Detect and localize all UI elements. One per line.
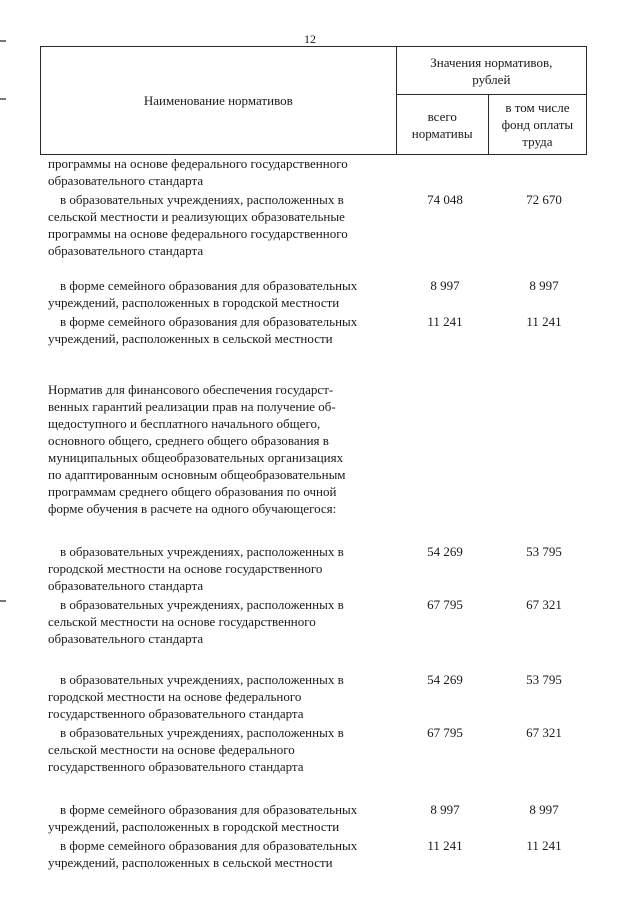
row-line: учреждений, расположенных в сельской местности (48, 855, 333, 870)
row-name (48, 277, 395, 311)
header-values-cell (396, 47, 586, 95)
row-line: сельской местности на основе федерального (48, 742, 295, 757)
row-line: образовательного стандарта (48, 243, 204, 258)
header-total-cell (396, 95, 488, 155)
header-name-label: Наименование нормативов (143, 93, 293, 108)
scan-margin-mark (0, 600, 6, 602)
row-fund-value: 72 670 (526, 192, 562, 207)
table-row (48, 381, 588, 517)
row-total-value: 11 241 (427, 838, 463, 853)
header-values-line2: рублей (472, 71, 511, 87)
header-name-cell (41, 47, 397, 155)
row-line: в образовательных учреждениях, расположенных в (60, 725, 344, 740)
table-body (48, 155, 588, 871)
row-line: в форме семейного образования для образовательных (60, 802, 358, 817)
row-fund-value: 11 241 (526, 838, 562, 853)
scan-margin-mark (0, 40, 6, 42)
row-fund-value: 8 997 (529, 278, 559, 293)
row-fund-value: 53 795 (526, 544, 562, 559)
row-total-value: 67 795 (427, 597, 463, 612)
table-row (48, 801, 588, 835)
row-name (48, 837, 395, 871)
table-row (48, 155, 588, 189)
row-line: сельской местности и реализующих образовательные (48, 209, 345, 224)
table-row (48, 543, 588, 594)
row-name (48, 724, 395, 775)
row-line: Норматив для финансового обеспечения государст- (48, 382, 334, 397)
row-name (48, 191, 395, 259)
row-fund-value: 53 795 (526, 672, 562, 687)
header-fund-line2: фонд оплаты (501, 117, 574, 132)
row-line: в форме семейного образования для образовательных (60, 278, 358, 293)
row-fund-value: 67 321 (526, 725, 562, 740)
row-line: в образовательных учреждениях, расположенных в (60, 192, 344, 207)
row-total-value: 8 997 (430, 278, 460, 293)
header-table (40, 46, 587, 155)
row-line: программам среднего общего образования по очной (48, 484, 337, 499)
table-row (48, 671, 588, 722)
row-line: образовательного стандарта (48, 173, 204, 188)
table-row (48, 313, 588, 347)
row-name (48, 671, 395, 722)
row-fund-value: 67 321 (526, 597, 562, 612)
row-line: в образовательных учреждениях, расположенных в (60, 597, 344, 612)
row-total-value: 54 269 (427, 544, 463, 559)
row-line: образовательного стандарта (48, 578, 204, 593)
row-name (48, 596, 395, 647)
page-number: 12 (304, 32, 316, 46)
row-total-value: 11 241 (427, 314, 463, 329)
row-total-value: 74 048 (427, 192, 463, 207)
row-fund-value: 8 997 (529, 802, 559, 817)
row-line: в образовательных учреждениях, расположенных в (60, 544, 344, 559)
row-line: образовательного стандарта (48, 631, 204, 646)
row-line: в форме семейного образования для образовательных (60, 314, 358, 329)
row-name (48, 381, 395, 517)
scan-margin-mark (0, 98, 6, 100)
row-total-value: 67 795 (427, 725, 463, 740)
table-row (48, 191, 588, 259)
row-line: по адаптированным основным общеобразовательным (48, 467, 346, 482)
row-line: программы на основе федерального государственного (48, 156, 348, 171)
table-row (48, 277, 588, 311)
row-name (48, 155, 395, 189)
header-total-line1: всего (427, 108, 457, 124)
row-line: форме обучения в расчете на одного обучающегося: (48, 501, 337, 516)
row-line: в форме семейного образования для образовательных (60, 838, 358, 853)
row-line: учреждений, расположенных в городской местности (48, 819, 340, 834)
row-total-value: 54 269 (427, 672, 463, 687)
row-line: сельской местности на основе государственного (48, 614, 316, 629)
table-row (48, 837, 588, 871)
row-line: основного общего, среднего общего образования в (48, 433, 329, 448)
row-line: муниципальных общеобразовательных организациях (48, 450, 344, 465)
header-total-line2: нормативы (411, 125, 473, 141)
row-line: городской местности на основе федерального (48, 689, 302, 704)
row-line: венных гарантий реализации прав на получение об- (48, 399, 336, 414)
header-fund-cell (488, 95, 586, 155)
table-row (48, 724, 588, 775)
row-fund-value: 11 241 (526, 314, 562, 329)
header-fund-line1: в том числе (505, 100, 570, 115)
row-line: учреждений, расположенных в сельской местности (48, 331, 333, 346)
row-total-value: 8 997 (430, 802, 460, 817)
row-line: щедоступного и бесплатного начального общего, (48, 416, 321, 431)
header-values-line1: Значения нормативов, (430, 54, 553, 70)
row-name (48, 313, 395, 347)
row-line: учреждений, расположенных в городской местности (48, 295, 340, 310)
table-row (48, 596, 588, 647)
row-line: в образовательных учреждениях, расположенных в (60, 672, 344, 687)
row-line: городской местности на основе государственного (48, 561, 323, 576)
row-name (48, 543, 395, 594)
header-fund-line3: труда (522, 134, 553, 149)
row-name (48, 801, 395, 835)
row-line: государственного образовательного стандарта (48, 706, 304, 721)
row-line: программы на основе федерального государственного (48, 226, 348, 241)
row-line: государственного образовательного стандарта (48, 759, 304, 774)
